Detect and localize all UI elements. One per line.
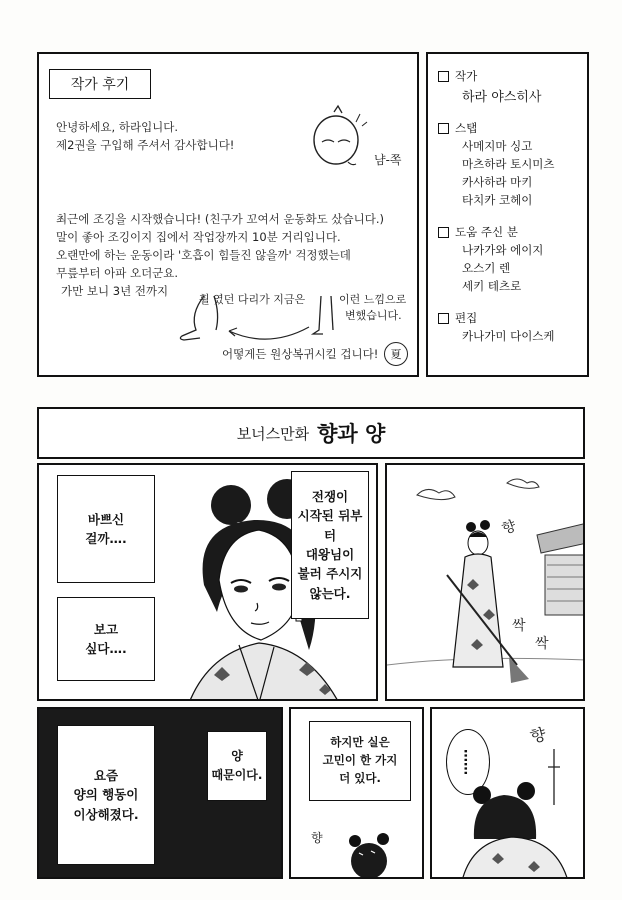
caption-box-strange: 요즘 양의 행동이 이상해졌다. [57,725,155,865]
credit-name: 카사하라 마키 [462,175,533,189]
author-signature [384,342,408,366]
credit-name: 타치카 코헤이 [462,193,533,207]
speech-bubble-busy: 바쁘신 걸까…. [57,475,155,583]
manga-panel-4 [289,707,424,879]
afterword-body-3: 오랜만에 하는 운동이라 '호흡이 힘들진 않을까' 걱정했는데 [56,248,351,262]
bonus-title-bar [37,407,585,459]
bonus-prefix: 보너스만화 [236,424,310,443]
sfx-hyang-small: 향 [311,831,323,845]
credit-role: 스탭 [455,121,478,135]
credits-panel [426,52,589,377]
afterword-body-2: 말이 좋아 조깅이지 집에서 작업장까지 10분 거리입니다. [56,230,341,244]
credit-name: 마츠하라 토시미츠 [462,157,555,171]
credit-name: 하라 야스히사 [462,90,542,105]
checkbox-square-icon [438,227,449,238]
sfx-hyang-sweep: 향 [500,518,519,538]
afterword-body-1: 최근에 조깅을 시작했습니다! (친구가 꼬여서 운동화도 샀습니다.) [56,212,385,226]
sweeping-scene [387,465,585,701]
afterword-greeting-1: 안녕하세요, 하라입니다. [56,120,179,134]
signature-mark: 夏 [390,348,402,361]
afterword-title: 작가 후기 [70,77,130,93]
sfx-sweep-1: 싹 [512,618,526,634]
credit-name: 사메지마 싱고 [462,139,533,153]
credit-name: 세키 테츠로 [462,279,522,293]
legs-before-label: 휠 였던 다리가 지금은 [199,293,306,306]
sfx-hyang-large: 향 [528,724,548,747]
manga-panel-2 [385,463,585,701]
bonus-title: 향과 양 [317,422,386,446]
speech-bubble-miss: 보고 싶다…. [57,597,155,681]
speech-bubble-war: 전쟁이 시작된 뒤부터 대왕님이 불러 주시지 않는다. [291,471,369,619]
credit-name: 오스기 렌 [462,261,511,275]
credit-name: 나카가와 에이지 [462,243,544,257]
manga-panel-3 [37,707,283,879]
ellipsis-text: …… [460,749,476,775]
manga-panel-5 [430,707,585,879]
credit-name: 카나가미 다이스케 [462,329,555,343]
credit-role: 작가 [455,69,478,83]
afterword-body-4: 무릎부터 아파 오더군요. [56,266,179,280]
chibi-heroine-back [341,829,401,879]
heroine-back-view [452,779,585,879]
credit-role-row [438,68,477,84]
speech-bubble-worry: 하지만 실은 고민이 한 가지 더 있다. [309,721,411,801]
afterword-closing: 어떻게든 원상복귀시킬 겁니다! [222,347,379,361]
credit-role-row [438,120,477,136]
checkbox-square-icon [438,313,449,324]
checkbox-square-icon [438,123,449,134]
chibi-doodle-icon [304,104,369,179]
credit-role-row [438,224,518,240]
afterword-greeting-2: 제2권을 구입해 주셔서 감사합니다! [56,138,235,152]
legs-after-label-2: 변했습니다. [345,309,402,322]
sfx-sweep-2: 싹 [535,636,549,652]
credit-role-row [438,310,477,326]
checkbox-square-icon [438,71,449,82]
credit-role: 편집 [455,311,478,325]
afterword-body-5: 가만 보니 3년 전까지 [61,284,169,298]
afterword-panel [37,52,419,377]
caption-box-because: 양 때문이다. [207,731,267,801]
transition-arrow-icon [224,319,314,349]
credit-role: 도움 주신 분 [455,225,518,239]
doodle-caption: 냠-쪽 [374,153,402,167]
afterword-title-box [49,69,151,99]
manga-panel-1 [37,463,378,701]
legs-after-label-1: 이런 느낌으로 [339,293,407,306]
